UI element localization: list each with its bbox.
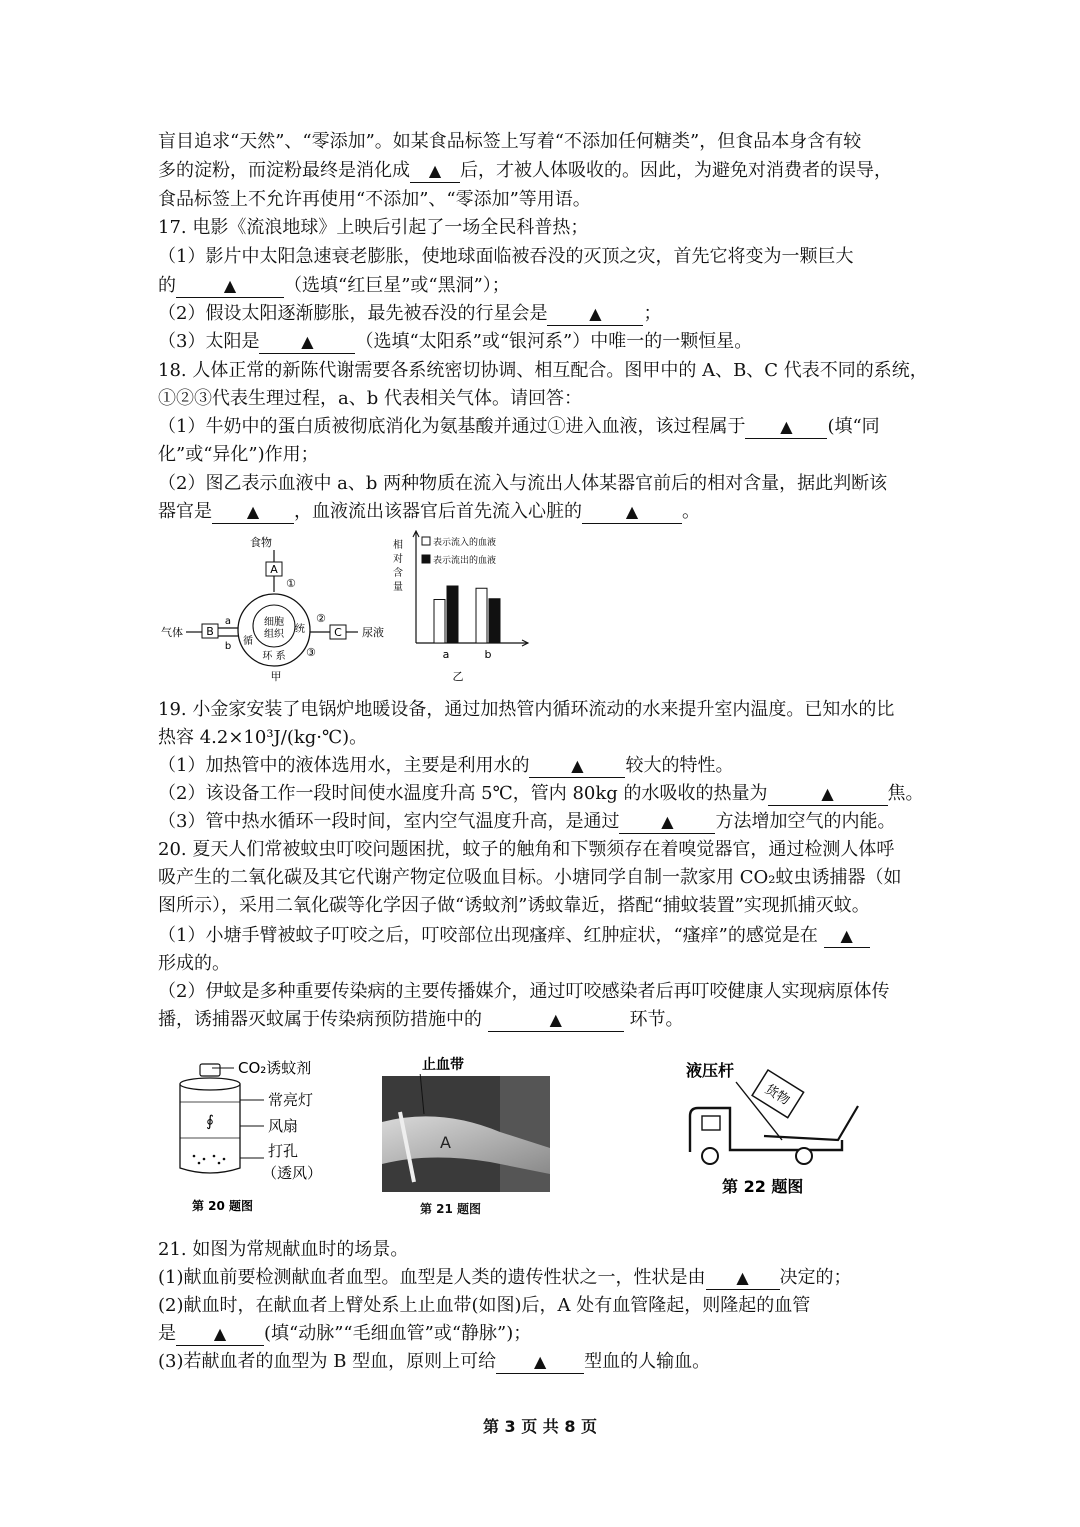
answer-blank[interactable] xyxy=(176,275,284,298)
page-number: 第 3 页 共 8 页 xyxy=(482,1417,598,1436)
legend-out-label: 表示流出的血液 xyxy=(433,556,497,566)
text-segment: （2）该设备工作一段时间使水温度升高 5℃，管内 80kg 的水吸收的热量为 xyxy=(158,783,768,804)
figure-jia-circulation-diagram xyxy=(158,532,388,682)
answer-blank[interactable] xyxy=(410,160,460,183)
figure-yi-bar-chart xyxy=(388,530,538,685)
triangle-marker: ▲ xyxy=(571,756,584,775)
text-segment: 型血的人输血。 xyxy=(584,1351,711,1372)
text-segment: （3）管中热水循环一段时间，室内空气温度升高，是通过 xyxy=(158,811,620,832)
y-axis-label: 量 xyxy=(393,582,403,593)
y-axis-label: 相 xyxy=(393,540,403,551)
text-segment: 较大的特性。 xyxy=(625,755,734,776)
figure-caption: 第 21 题图 xyxy=(420,1202,482,1216)
vent-hole xyxy=(198,1162,201,1165)
text-line: 盲目追求“天然”、“零添加”。如某食品标签上写着“不添加任何糖类”，但食品本身含有较 xyxy=(158,131,862,152)
triangle-marker: ▲ xyxy=(780,417,793,436)
question-21-title: 21. 如图为常规献血时的场景。 xyxy=(158,1239,409,1260)
lamp-label: 常亮灯 xyxy=(268,1091,314,1109)
triangle-marker: ▲ xyxy=(428,161,442,180)
answer-blank[interactable] xyxy=(547,303,643,326)
answer-blank[interactable] xyxy=(259,331,355,354)
text-segment: (3)若献血者的血型为 B 型血，原则上可给 xyxy=(158,1351,497,1372)
text-line: （2）图乙表示血液中 a、b 两种物质在流入与流出人体某器官前后的相对含量，据此判断该 xyxy=(158,473,888,494)
text-line: （1）影片中太阳急速衰老膨胀，使地球面临被吞没的灭顶之灾，首先它将变为一颗巨大 xyxy=(158,246,854,267)
ring-label: 统 xyxy=(295,624,305,635)
mark-a-label: A xyxy=(440,1133,451,1152)
process-1-label: ① xyxy=(286,577,296,590)
text-line: 热容 4.2×10³J/(kg·℃)。 xyxy=(158,727,368,748)
answer-blank[interactable] xyxy=(768,783,888,806)
text-segment: （3）太阳是 xyxy=(158,331,260,352)
center-label: 细胞 xyxy=(264,617,284,628)
triangle-marker: ▲ xyxy=(589,304,602,323)
text-line xyxy=(158,752,733,780)
box-c-label: C xyxy=(334,626,342,639)
text-line xyxy=(158,1320,531,1348)
fan-label: 风扇 xyxy=(268,1117,299,1135)
figure-caption: 甲 xyxy=(270,670,282,682)
center-label: 组织 xyxy=(264,629,284,640)
ring-label: 环 系 xyxy=(262,651,286,662)
answer-blank[interactable] xyxy=(824,925,870,948)
text-segment: （2）假设太阳逐渐膨胀，最先被吞没的行星会是 xyxy=(158,303,548,324)
text-line: 图所示），采用二氧化碳等化学因子做“诱蚊剂”诱蚊靠近，搭配“捕蚊装置”实现抓捕灭蚊。 xyxy=(158,895,870,916)
triangle-marker: ▲ xyxy=(223,276,237,295)
text-segment: （选填“红巨星”或“黑洞”）； xyxy=(284,275,510,296)
text-segment: ； xyxy=(643,303,662,324)
triangle-marker: ▲ xyxy=(549,1010,562,1029)
text-segment: 决定的； xyxy=(779,1267,852,1288)
text-segment: 器官是 xyxy=(158,501,212,522)
legend-swatch-out xyxy=(422,555,430,563)
photo-background-right xyxy=(500,1076,550,1192)
text-line xyxy=(158,922,870,950)
tourniquet-label: 止血带 xyxy=(422,1057,464,1073)
text-line xyxy=(158,1348,710,1376)
text-segment: 焦。 xyxy=(887,783,924,804)
figure-22-dump-truck xyxy=(682,1052,868,1200)
triangle-marker: ▲ xyxy=(213,1324,227,1343)
ring-label: 循 xyxy=(243,636,253,647)
y-axis-label: 对 xyxy=(393,554,403,565)
figure-21-photo xyxy=(380,1052,552,1212)
triangle-marker: ▲ xyxy=(821,784,834,803)
text-segment: 后，才被人体吸收的。因此，为避免对消费者的误导， xyxy=(460,160,892,181)
vent-hole xyxy=(218,1162,221,1165)
text-line: 食品标签上不允许再使用“不添加”、“零添加”等用语。 xyxy=(158,189,591,210)
answer-blank[interactable] xyxy=(212,501,294,524)
bar-b-in xyxy=(476,588,487,643)
text-segment: （1）小塘手臂被蚊子叮咬之后，叮咬部位出现瘙痒、红肿症状，“瘙痒”的感觉是在 xyxy=(158,925,818,946)
vent-hole xyxy=(203,1158,206,1161)
triangle-marker: ▲ xyxy=(661,812,674,831)
truck-wheel xyxy=(702,1148,718,1164)
question-18-title: 18. 人体正常的新陈代谢需要各系统密切协调、相互配合。图甲中的 A、B、C 代表不同的系统， xyxy=(158,360,928,381)
cargo-label: 货物 xyxy=(762,1081,793,1109)
answer-blank[interactable] xyxy=(488,1009,624,1032)
gas-label: 气体 xyxy=(161,626,183,639)
text-segment: 播，诱捕器灭蚊属于传染病预防措施中的 xyxy=(158,1009,482,1030)
question-20-title: 20. 夏天人们常被蚊虫叮咬问题困扰，蚊子的触角和下颚须存在着嗅觉器官，通过检测人体呼 xyxy=(158,839,895,860)
legend-in-label: 表示流入的血液 xyxy=(433,538,497,548)
text-segment: ，血液流出该器官后首先流入心脏的 xyxy=(294,501,582,522)
text-segment: 的 xyxy=(158,275,176,296)
process-2-label: ② xyxy=(316,612,326,625)
text-line: 吸产生的二氧化碳及其它代谢产物定位吸血目标。小塘同学自制一款家用 CO₂蚊虫诱捕器（如 xyxy=(158,867,902,888)
figure-caption: 乙 xyxy=(452,670,464,683)
bar-a-in xyxy=(434,600,445,644)
trap-lid xyxy=(180,1078,240,1090)
text-line: (2)献血时，在献血者上臂处系上止血带(如图)后，A 处有血管隆起，则隆起的血管 xyxy=(158,1295,811,1316)
legend-swatch-in xyxy=(422,537,430,545)
text-line xyxy=(158,328,752,356)
text-line xyxy=(158,272,510,300)
figure-21 xyxy=(380,1052,552,1216)
answer-blank[interactable] xyxy=(496,1351,584,1374)
truck-wheel xyxy=(796,1148,812,1164)
process-3-label: ③ xyxy=(306,646,316,659)
text-line: 形成的。 xyxy=(158,953,230,974)
text-segment: （1）加热管中的液体选用水，主要是利用水的 xyxy=(158,755,530,776)
y-axis-label: 含 xyxy=(393,568,403,579)
text-segment: 多的淀粉，而淀粉最终是消化成 xyxy=(158,160,410,181)
text-segment: 。 xyxy=(682,501,700,522)
vent-label: （透风） xyxy=(262,1164,323,1182)
text-segment: 环节。 xyxy=(629,1009,684,1030)
hole-label: 打孔 xyxy=(268,1142,299,1160)
text-segment: (填“同 xyxy=(827,416,880,437)
triangle-marker: ▲ xyxy=(840,926,853,945)
x-tick-label-b: b xyxy=(484,648,492,661)
figure-20-mosquito-trap xyxy=(172,1052,372,1217)
question-19-title: 19. 小金家安装了电锅炉地暖设备，通过加热管内循环流动的水来提升室内温度。已知水的比 xyxy=(158,699,895,720)
co2-label: CO₂诱蚊剂 xyxy=(238,1059,312,1077)
bar-b-out xyxy=(489,599,500,643)
text-line xyxy=(158,1006,683,1034)
text-line xyxy=(158,413,880,441)
triangle-marker: ▲ xyxy=(246,502,260,521)
figure-caption: 第 22 题图 xyxy=(722,1177,804,1196)
triangle-marker: ▲ xyxy=(301,332,314,351)
text-segment: 是 xyxy=(158,1323,176,1344)
vent-hole xyxy=(223,1158,226,1161)
food-label: 食物 xyxy=(250,536,272,549)
text-line: 化”或“异化”)作用； xyxy=(158,444,319,465)
truck-window xyxy=(702,1116,720,1130)
co2-bottle-cap xyxy=(200,1064,220,1076)
text-segment: (填“动脉”“毛细血管”或“静脉”)； xyxy=(264,1323,532,1344)
text-line: （2）伊蚊是多种重要传染病的主要传播媒介，通过叮咬感染者后再叮咬健康人实现病原体传 xyxy=(158,981,890,1002)
text-line xyxy=(158,1264,852,1292)
answer-blank[interactable] xyxy=(706,1267,780,1290)
text-line xyxy=(158,300,661,328)
urine-label: 尿液 xyxy=(362,626,384,639)
box-b-label: B xyxy=(206,625,214,638)
fan-icon: ∮ xyxy=(206,1112,214,1130)
text-line xyxy=(158,498,700,526)
cargo-box xyxy=(752,1070,804,1118)
triangle-marker: ▲ xyxy=(736,1268,749,1287)
figure-caption: 第 20 题图 xyxy=(192,1199,254,1213)
box-a-label: A xyxy=(270,563,278,576)
text-segment: 方法增加空气的内能。 xyxy=(715,811,896,832)
vent-hole xyxy=(213,1155,216,1158)
text-segment: （1）牛奶中的蛋白质被彻底消化为氨基酸并通过①进入血液，该过程属于 xyxy=(158,416,746,437)
gas-a-label: a xyxy=(224,616,232,627)
hydraulic-rod-label: 液压杆 xyxy=(686,1061,735,1080)
text-line: ①②③代表生理过程，a、b 代表相关气体。请回答： xyxy=(158,388,582,409)
bar-a-out xyxy=(447,586,458,643)
x-tick-label-a: a xyxy=(442,648,450,661)
vent-hole xyxy=(193,1155,196,1158)
text-line xyxy=(158,808,895,836)
triangle-marker: ▲ xyxy=(534,1352,547,1371)
question-17-title: 17. 电影《流浪地球》上映后引起了一场全民科普热； xyxy=(158,217,589,238)
text-line xyxy=(158,157,892,185)
triangle-marker: ▲ xyxy=(625,502,639,521)
answer-blank[interactable] xyxy=(529,755,625,778)
answer-blank[interactable] xyxy=(176,1323,264,1346)
gas-b-label: b xyxy=(224,641,232,652)
answer-blank[interactable] xyxy=(619,811,715,834)
answer-blank[interactable] xyxy=(582,501,682,524)
text-segment: (1)献血前要检测献血者血型。血型是人类的遗传性状之一，性状是由 xyxy=(158,1267,706,1288)
text-line xyxy=(158,780,924,808)
answer-blank[interactable] xyxy=(745,416,827,439)
text-segment: （选填“太阳系”或“银河系”）中唯一的一颗恒星。 xyxy=(355,331,753,352)
